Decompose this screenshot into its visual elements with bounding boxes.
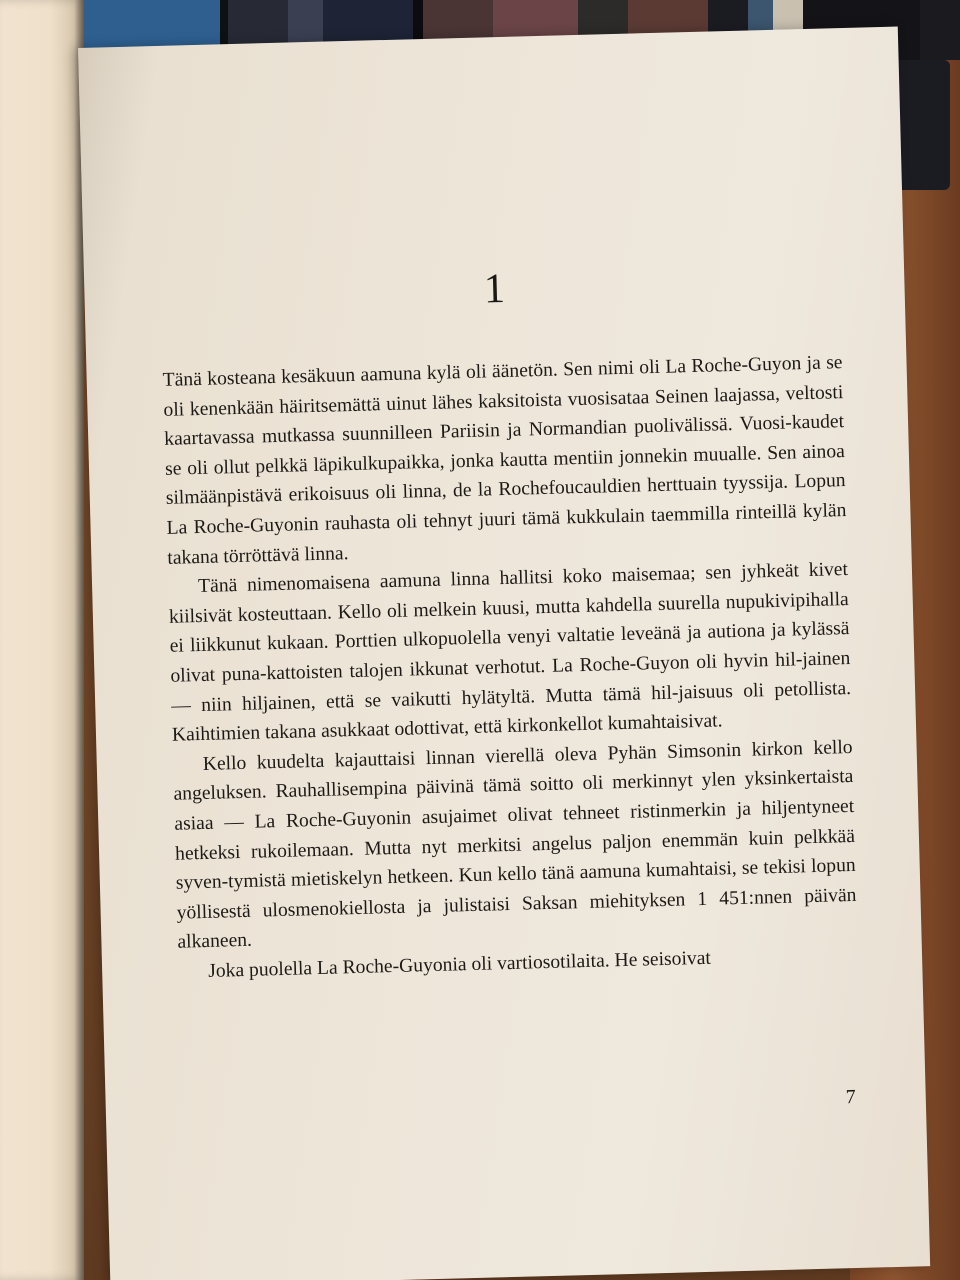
text-line: mutkassa suunnilleen Pariisin ja Normandian puolivälissä. Vuosi- — [261, 412, 793, 448]
text-line: kahdella suurella nupukivipihalla ei liikkunut kukaan. Porttien — [169, 588, 849, 658]
text-line: Mutta nyt merkitsi angelus paljon enemmän kuin pelkkää syven- — [175, 825, 856, 894]
paragraph — [172, 733, 857, 958]
book-page — [78, 27, 930, 1280]
text-line: de la Rochefoucauldien herttuain tyyssija. Lopun La Roche-Guyonin — [166, 470, 846, 539]
text-line: takana törröttävä linna. — [167, 542, 349, 569]
paragraph — [168, 555, 852, 750]
text-line: kattoisten talojen ikkunat verhotut. La Roche-Guyon oli hyvin hil- — [266, 649, 803, 685]
text-line: jainen — niin hiljainen, että se vaikutti hylätyltä. Mutta tämä hil- — [170, 647, 851, 717]
text-line: Tänä kosteana kesäkuun aamuna kylä oli äänetön. Sen — [162, 358, 599, 391]
text-line: Tänä nimenomaisena aamuna linna hallitsi koko maisemaa; sen — [197, 561, 742, 598]
text-line: se tekisi lopun yöllisestä ulosmenokiellosta ja julistaisi Saksan — [176, 855, 856, 924]
text-line: kaudet se oli ollut pelkkä läpikulkupaikka, jonka kautta mentiin — [164, 411, 845, 480]
text-line: jaisuus oli petollista. Kaihtimien takana asukkaat odottivat, että — [171, 677, 852, 746]
text-line: lähes kaksitoista vuosisataa Seinen laajassa, veltosti kaartavassa — [164, 381, 844, 451]
text-line: kirkonkellot kumahtaisivat. — [506, 710, 723, 738]
text-line: tymistä mietiskelyn hetkeen. Kun kello tänä aamuna kumahtaisi, — [227, 857, 743, 893]
text-line: Joka puolella La Roche-Guyonia oli vartiosotilaita. He seisoivat — [207, 947, 712, 982]
facing-page — [0, 0, 84, 1280]
text-line: miehityksen 1 451:nnen päivän alkaneen. — [177, 884, 857, 953]
text-line: olivat tehneet ristinmerkin ja hiljentyneet hetkeksi rukoilemaan. — [174, 795, 855, 865]
text-line: ulkopuolella venyi valtatie leveänä ja autiona ja kylässä olivat puna- — [170, 618, 850, 687]
text-line: merkinnyt ylen yksinkertaista asiaa — La Roche-Guyonin asujaimet — [174, 766, 854, 835]
text-line: kirkon kello angeluksen. Rauhallisempina päivinä tämä soitto oli — [173, 736, 853, 806]
text-line: jyhkeät kivet kiilsivät kosteuttaan. Kello oli melkein kuusi, mutta — [168, 559, 849, 628]
page-number: 7 — [845, 1086, 857, 1109]
text-line: jonnekin muualle. Sen ainoa silmäänpistävä erikoisuus oli linna, — [165, 440, 846, 510]
body-text — [162, 348, 858, 987]
text-line: Kello kuudelta kajauttaisi linnan vierellä oleva Pyhän Simsonin — [202, 739, 753, 775]
chapter-number: 1 — [483, 265, 506, 313]
text-line: rauhasta oli tehnyt juuri tämä kukkulain taemmilla rinteillä kylän — [324, 500, 847, 535]
paragraph — [162, 348, 847, 573]
text-line: nimi oli La Roche-Guyon ja se oli kenenkään häiritsemättä uinut — [163, 352, 843, 421]
